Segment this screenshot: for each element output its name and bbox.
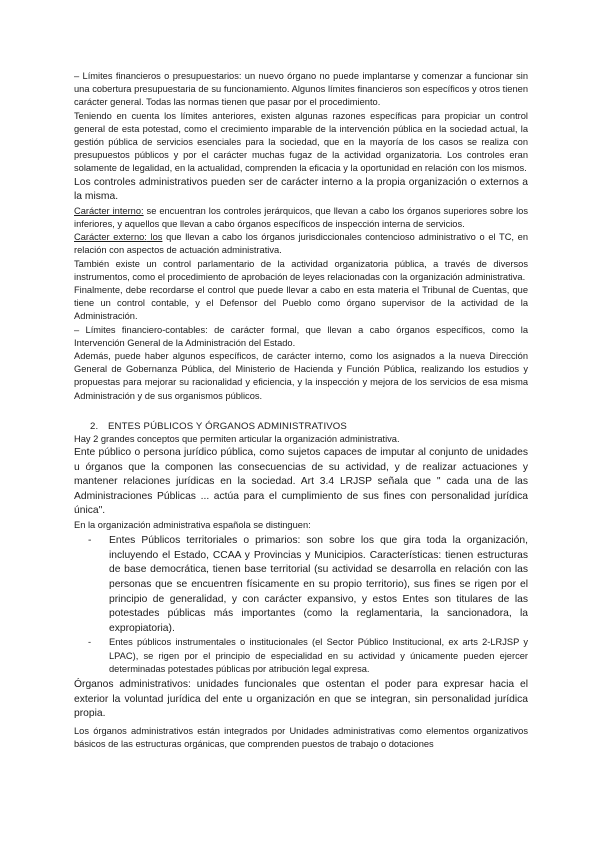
paragraph-limites-financiero-contables: – Límites financiero-contables: de carácter formal, que llevan a cabo órganos específicos, como la Intervención General de la Administración del Estado. <box>74 324 528 348</box>
paragraph-limites-financieros: – Límites financieros o presupuestarios: un nuevo órgano no puede implantarse y comenzar a funcionar sin una cobertura presupuestaria de su funcionamiento. Algunos límites financieros son específicos y otros tienen carácter general. Todas las normas tienen que pasar por el procedimiento. <box>74 71 528 108</box>
paragraph-distinction: En la organización administrativa española se distinguen: <box>74 520 311 531</box>
paragraph-intro: Hay 2 grandes conceptos que permiten articular la organización administrativa. <box>74 433 400 444</box>
paragraph-controles-administrativos: Los controles administrativos pueden ser de carácter interno a la propia organización o externos a la misma. <box>74 176 528 203</box>
text-caracter-externo: que llevan a cabo los órganos jurisdiccionales contencioso administrativo o el TC, en relación con aspectos de actuación administrativa. <box>74 232 528 256</box>
section-gap <box>74 403 528 420</box>
label-caracter-externo-tail: los <box>146 232 163 243</box>
label-caracter-interno: Carácter interno: <box>74 205 144 216</box>
label-caracter-externo <box>74 232 162 242</box>
list-bullet: - <box>88 637 92 648</box>
list-item-text: Entes públicos instrumentales o institucionales (el Sector Público Institucional, ex arts 2-LRJSP y LPAC), se rigen por el principio de especialidad en su actividad y únicamente pueden ejercer determinadas potestades públicas por atribución legal expresa. <box>109 637 528 674</box>
section-heading <box>90 420 528 433</box>
list-item <box>74 534 528 636</box>
paragraph-ente-publico: Ente público o persona jurídico pública, como sujetos capaces de imputar al conjunto de unidades u órganos que la componen las consecuencias de su actividad, y de realizar actuaciones y mantener relaciones jurídicas en la sociedad. Art 3.4 LRJSP señala que " cada una de las Administraciones Públicas ... actúa para el cumplimiento de sus fines con personalidad jurídica única". <box>74 447 528 517</box>
list-item <box>74 636 528 676</box>
paragraph-gobernanza-publica: Además, puede haber algunos específicos, de carácter interno, como los asignados a la nueva Dirección General de Gobernanza Pública, del Ministerio de Hacienda y Función Pública, realizando los estudios y propuestas para mejorar su racionalidad y eficiencia, y la inspección y mejora de los servicios de esa misma Administración y de sus organismos públicos. <box>74 351 528 401</box>
paragraph-control-parlamentario: También existe un control parlamentario de la actividad organizatoria pública, a través de diversos instrumentos, como el procedimiento de aprobación de leyes relacionadas con la organización administrativa. <box>74 258 528 282</box>
paragraph-caracter-externo <box>74 231 528 257</box>
paragraph-caracter-interno <box>74 205 528 231</box>
text-caracter-interno: se encuentran los controles jerárquicos, que llevan a cabo los órganos superiores sobre los inferiores, y aquellos que llevan a cabo órganos específicos de inspección interna de servicios. <box>74 205 528 230</box>
paragraph-control-general: Teniendo en cuenta los límites anteriores, existen algunas razones específicas para propiciar un control general de esta potestad, como el crecimiento imparable de la intervención pública en la sociedad actual, la gestión pública de servicios esenciales para la sociedad, que en la mayoría de los casos se realiza con presupuestos públicos y por el carácter muchas fugaz de la actividad organizatoria. Los controles eran solamente de legalidad, en la actualidad, comprenden la eficacia y la oportunidad en relación con los mismos. <box>74 110 528 174</box>
paragraph-unidades-administrativas: Los órganos administrativos están integrados por Unidades administrativas como elementos organizativos básicos de las estructuras orgánicas, que comprenden puestos de trabajo o dotaciones <box>74 725 528 749</box>
entes-list <box>74 534 528 676</box>
section-title: ENTES PÚBLICOS Y ÓRGANOS ADMINISTRATIVOS <box>108 420 347 432</box>
section-number: 2. <box>90 420 99 432</box>
list-bullet: - <box>88 535 92 547</box>
paragraph-tribunal-cuentas: Finalmente, debe recordarse el control que puede llevar a cabo en esta materia el Tribunal de Cuentas, que tiene un control contable, y el Defensor del Pueblo como órgano supervisor de la actividad de la Administración. <box>74 285 528 322</box>
label-caracter-externo-text: Carácter externo: <box>74 232 147 243</box>
paragraph-organos-administrativos: Órganos administrativos: unidades funcionales que ostentan el poder para expresar hacia el exterior la voluntad jurídica del ente u organización en que se integran, sin personalidad jurídica propia. <box>74 679 528 720</box>
list-item-text: Entes Públicos territoriales o primarios: son sobre los que gira toda la organización, incluyendo el Estado, CCAA y Provincias y Municipios. Características: tienen estructuras de base democrática, tienen base territorial (su actividad se desarrolla en relación con las personas que se encuentren físicamente en su propio territorio), sus fines se rigen por el principio de generalidad, y con carácter expansivo, y estos Entes son titulares de las potestades públicas más importantes (como la reglamentaria, la sancionadora, la expropiatoria). <box>109 535 528 634</box>
